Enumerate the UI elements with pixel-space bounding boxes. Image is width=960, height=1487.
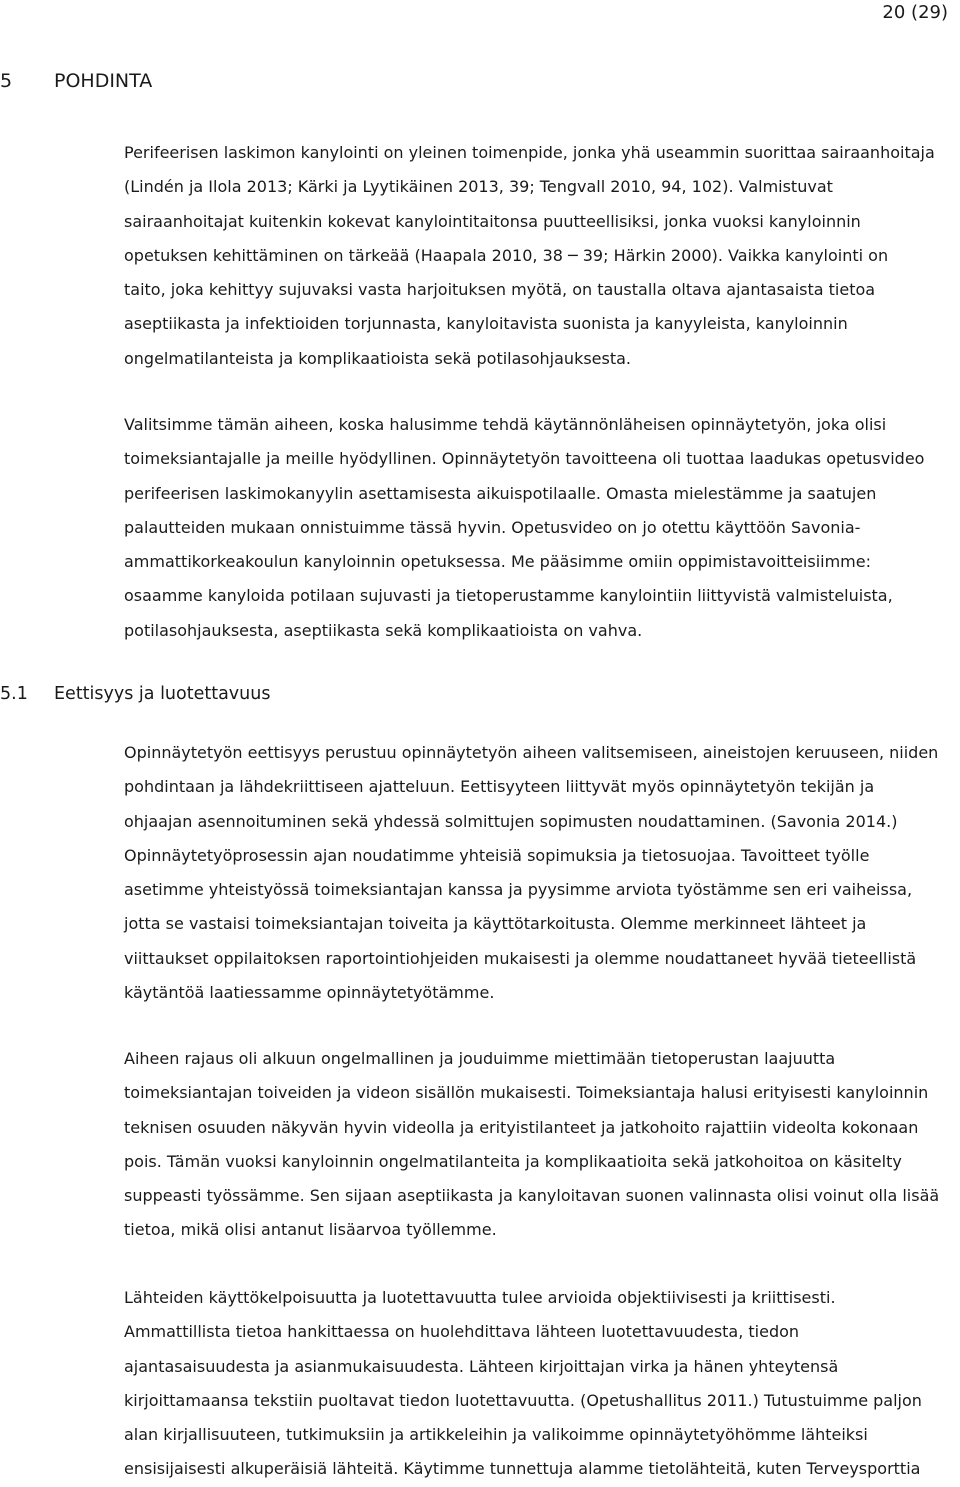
paragraph-sources xyxy=(124,1281,960,1487)
text-line: sairaanhoitajat kuitenkin kokevat kanylointitaitonsa puutteellisiksi, jonka vuoksi kanyloinnin xyxy=(124,211,861,231)
text-line: teknisen osuuden näkyvän hyvin videolla ja erityistilanteet ja jatkohoito rajattiin videolta kokonaan xyxy=(124,1117,919,1137)
text-line: tietoa, mikä olisi antanut lisäarvoa työllemme. xyxy=(124,1220,497,1240)
text-line: Perifeerisen laskimon kanylointi on yleinen toimenpide, jonka yhä useammin suorittaa sairaanhoitaja xyxy=(124,143,935,162)
text-line: osaamme kanyloida potilaan sujuvasti ja tietoperustamme kanylointiin liittyvistä valmisteluista, xyxy=(124,586,893,606)
text-line: potilasohjauksesta, aseptiikasta sekä komplikaatioista on vahva. xyxy=(124,620,643,640)
text-line: taito, joka kehittyy sujuvaksi vasta harjoituksen myötä, on taustalla oltava ajantasaista tietoa xyxy=(124,280,876,300)
text-line: suppeasti työssämme. Sen sijaan aseptiikasta ja kanyloitavan suonen valinnasta olisi voinut olla lisää xyxy=(124,1186,940,1206)
text-line: pohdintaan ja lähdekriittiseen ajatteluun. Eettisyyteen liittyvät myös opinnäytetyön tekijän ja xyxy=(124,777,875,797)
text-line: jotta se vastaisi toimeksiantajan toiveita ja käyttötarkoitusta. Olemme merkinneet lähteet ja xyxy=(124,914,867,934)
text-line: pois. Tämän vuoksi kanyloinnin ongelmatilanteita ja komplikaatioita sekä jatkohoitoa on käsitelty xyxy=(124,1151,902,1171)
text-line: Opinnäytetyöprosessin ajan noudatimme yhteisiä sopimuksia ja tietosuojaa. Tavoitteet työlle xyxy=(124,845,870,865)
section-heading xyxy=(0,681,270,707)
text-line: Ammattillista tietoa hankittaessa on huolehdittava lähteen luotettavuudesta, tiedon xyxy=(124,1322,800,1342)
text-line: ammattikorkeakoulun kanyloinnin opetuksessa. Me pääsimme omiin oppimistavoitteisiimme: xyxy=(124,552,871,572)
text-line: ongelmatilanteista ja komplikaatioista sekä potilasohjauksesta. xyxy=(124,348,632,368)
text-line: Opinnäytetyön eettisyys perustuu opinnäytetyön aiheen valitsemiseen, aineistojen keruuseen, niiden xyxy=(124,743,939,762)
paragraph-scope xyxy=(124,1042,960,1248)
chapter-number: 5 xyxy=(0,70,13,92)
text-line: kirjoittamaansa tekstiin puoltavat tiedon luotettavuutta. (Opetushallitus 2011.) Tutustuimme paljon xyxy=(124,1390,922,1410)
text-line: aseptiikasta ja infektioiden torjunnasta, kanyloitavista suonista ja kanyyleista, kanyloinnin xyxy=(124,314,848,334)
text-line: Aiheen rajaus oli alkuun ongelmallinen ja jouduimme miettimään tietoperustan laajuutta xyxy=(124,1049,836,1068)
section-number: 5.1 xyxy=(0,684,28,704)
paragraph-topic-choice xyxy=(124,408,960,648)
text-line: palautteiden mukaan onnistuimme tässä hyvin. Opetusvideo on jo otettu käyttöön Savonia- xyxy=(124,517,861,537)
text-line: perifeerisen laskimokanyylin asettamisesta aikuispotilaalle. Omasta mielestämme ja saatujen xyxy=(124,483,877,503)
text-line: Valitsimme tämän aiheen, koska halusimme tehdä käytännönläheisen opinnäytetyön, joka olisi xyxy=(124,415,887,434)
text-line: opetuksen kehittäminen on tärkeää (Haapala 2010, 38 ─ 39; Härkin 2000). Vaikka kanylointi on xyxy=(124,245,889,265)
text-line: asetimme yhteistyössä toimeksiantajan kanssa ja pyysimme arviota työstämme sen eri vaiheissa, xyxy=(124,880,913,900)
text-line: viittaukset oppilaitoksen raportointiohjeiden mukaisesti ja olemme noudattaneet hyvää tieteellistä xyxy=(124,948,917,968)
paragraph-intro xyxy=(124,136,960,376)
text-line: ensisijaisesti alkuperäisiä lähteitä. Käytimme tunnettuja alamme tietolähteitä, kuten Terveysporttia xyxy=(124,1459,921,1479)
chapter-heading xyxy=(0,68,152,94)
text-line: Lähteiden käyttökelpoisuutta ja luotettavuutta tulee arvioida objektiivisesti ja kriittisesti. xyxy=(124,1288,836,1307)
text-line: ohjaajan asennoituminen sekä yhdessä solmittujen sopimusten noudattaminen. (Savonia 2014.) xyxy=(124,811,898,831)
text-line: käytäntöä laatiessamme opinnäytetyötämme. xyxy=(124,983,495,1003)
section-title: Eettisyys ja luotettavuus xyxy=(54,684,271,704)
text-line: toimeksiantajalle ja meille hyödyllinen. Opinnäytetyön tavoitteena oli tuottaa laadukas opetusvideo xyxy=(124,449,925,469)
text-line: (Lindén ja Ilola 2013; Kärki ja Lyytikäinen 2013, 39; Tengvall 2010, 94, 102). Valmistuvat xyxy=(124,177,833,197)
page-number: 20 (29) xyxy=(882,2,948,23)
text-line: alan kirjallisuuteen, tutkimuksiin ja artikkeleihin ja valikoimme opinnäytetyöhömme lähteiksi xyxy=(124,1425,868,1445)
chapter-title: POHDINTA xyxy=(54,70,153,92)
text-line: ajantasaisuudesta ja asianmukaisuudesta. Lähteen kirjoittajan virka ja hänen yhteytensä xyxy=(124,1356,839,1376)
paragraph-ethics xyxy=(124,736,960,1010)
text-line: toimeksiantajan toiveiden ja videon sisällön mukaisesti. Toimeksiantaja halusi erityisesti kanyloinnin xyxy=(124,1083,929,1103)
